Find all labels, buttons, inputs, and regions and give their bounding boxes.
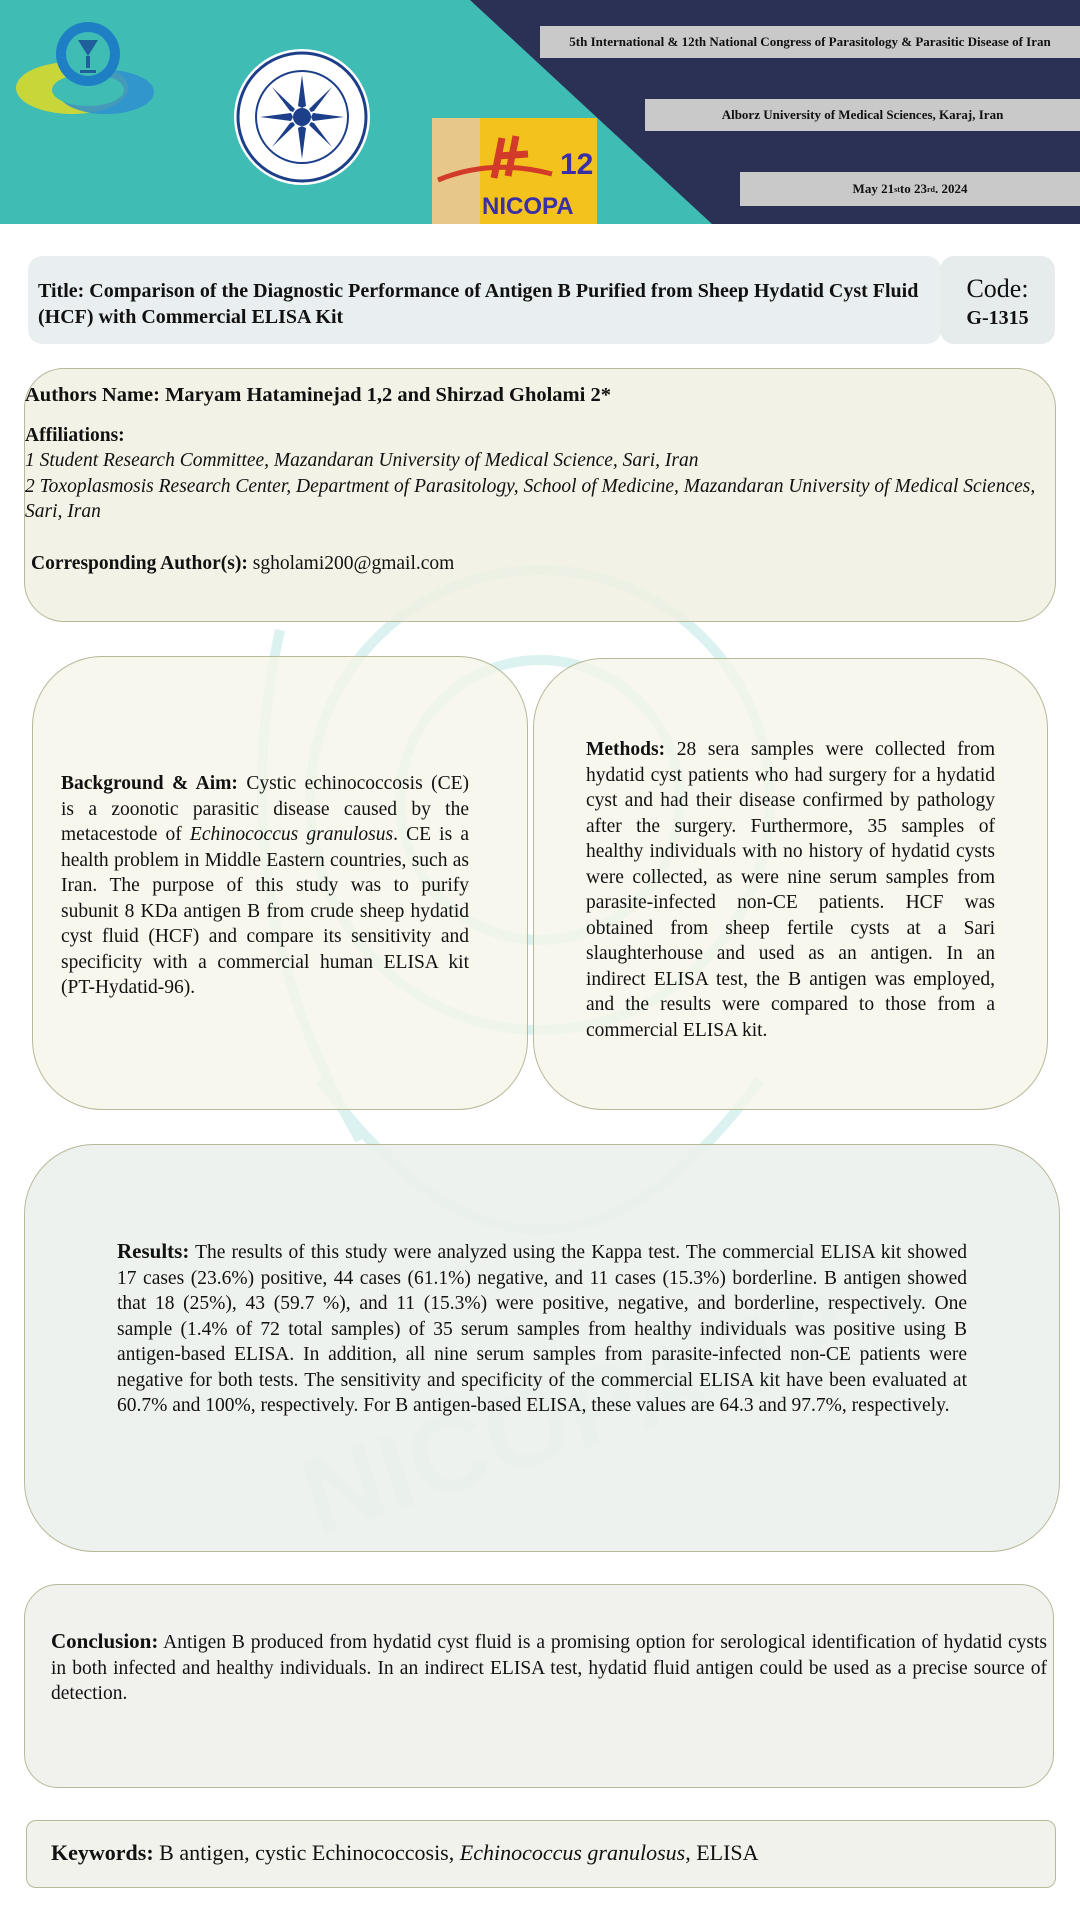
keywords-text-2: , ELISA [685,1840,759,1865]
keywords-box [26,1820,1056,1888]
society-seal-icon [232,48,372,186]
date-banner [740,172,1080,206]
background-box [32,656,528,1110]
results-text: The results of this study were analyzed using the Kappa test. The commercial ELISA kit showed 17 cases (23.6%) positive, 44 cases (61.1%) negative, and 11 cases (15.3%) borderline. B antigen showed that 18 (25%), 43 (59.7 %), and 11 (15.3%) were positive, negative, and borderline, respectively. One sample (1.4% of 72 total samples) of 35 serum samples from healthy individuals was positive using B antigen-based ELISA. In addition, all nine serum samples from parasite-infected non-CE patients were negative for both tests. The sensitivity and specificity of the commercial ELISA kit have been evaluated at 60.7% and 100%, respectively. For B antigen-based ELISA, these values are 64.3 and 97.7%, respectively. [117,1242,967,1416]
keywords-text-1: B antigen, cystic Echinococcosis, [153,1840,460,1865]
affiliation-2: 2 Toxoplasmosis Research Center, Department of Parasitology, School of Medicine, Mazandaran University of Medical Sciences, Sari, Iran [25,475,1036,522]
corresponding-label: Corresponding Author(s): [31,552,248,574]
affiliation-1: 1 Student Research Committee, Mazandaran University of Medical Science, Sari, Iran [25,450,699,471]
date-suffix: . 2024 [934,181,968,196]
paper-title: Title: Comparison of the Diagnostic Performance of Antigen B Purified from Sheep Hydatid Cyst Fluid (HCF) with Commercial ELISA Kit [38,280,919,328]
code-value: G-1315 [966,307,1029,329]
methods-box [533,658,1048,1110]
date-prefix: May 21 [852,181,895,196]
conclusion-heading: Conclusion: [51,1629,159,1653]
date-sup-2: rd [926,184,935,194]
university-banner: Alborz University of Medical Sciences, Karaj, Iran [645,99,1080,131]
methods-heading: Methods: [586,739,666,760]
authors-box [24,368,1056,622]
background-text-1: Cystic echinococcosis (CE) is a zoonotic parasitic disease caused by the metacestode of [61,773,470,845]
title-box [28,256,941,344]
date-sup-1: st [894,184,900,194]
results-heading: Results: [117,1239,190,1263]
code-label: Code: [966,274,1029,303]
keywords-heading: Keywords: [51,1840,154,1865]
results-box [24,1144,1060,1552]
congress-logo-icon [14,10,164,130]
header [0,0,1080,224]
conclusion-text: Antigen B produced from hydatid cyst fluid is a promising option for serological identification of hydatid cysts in both infected and healthy individuals. In an indirect ELISA test, hydatid fluid antigen could be used as a precise source of detection. [51,1632,1047,1704]
background-heading: Background & Aim: [61,773,238,794]
congress-banner: 5th International & 12th National Congress of Parasitology & Parasitic Disease of Iran [540,26,1080,58]
conclusion-box [24,1584,1054,1788]
methods-text: 28 sera samples were collected from hydatid cyst patients who had surgery for a hydatid cyst and had their disease confirmed by pathology after the surgery. Furthermore, 35 samples of healthy individuals with no history of hydatid cysts were collected, as were nine serum samples from parasite-infected non-CE patients. HCF was obtained from sheep fertile cysts at a Sari slaughterhouse and used as an antigen. In an indirect ELISA test, the B antigen was employed, and the results were compared to those from a commercial ELISA kit. [586,739,995,1041]
nicopa-logo-icon [432,118,597,224]
background-text-2: . CE is a health problem in Middle Eastern countries, such as Iran. The purpose of this study was to purify subunit 8 KDa antigen B from crude sheep hydatid cyst fluid (HCF) and compare its sensitivity and specificity with a commercial human ELISA kit (PT-Hydatid-96). [61,824,469,998]
code-box [940,256,1055,344]
date-mid: to 23 [899,181,927,196]
background-species: Echinococcus granulosus [189,824,394,845]
nicopa-number: 12 [560,148,594,181]
nicopa-text: NICOPA [482,193,574,220]
keywords-species: Echinococcus granulosus [459,1840,686,1865]
affiliations-heading: Affiliations: [25,424,125,446]
corresponding-email: sgholami200@gmail.com [252,552,455,574]
authors-line: Authors Name: Maryam Hataminejad 1,2 and Shirzad Gholami 2* [25,384,611,406]
